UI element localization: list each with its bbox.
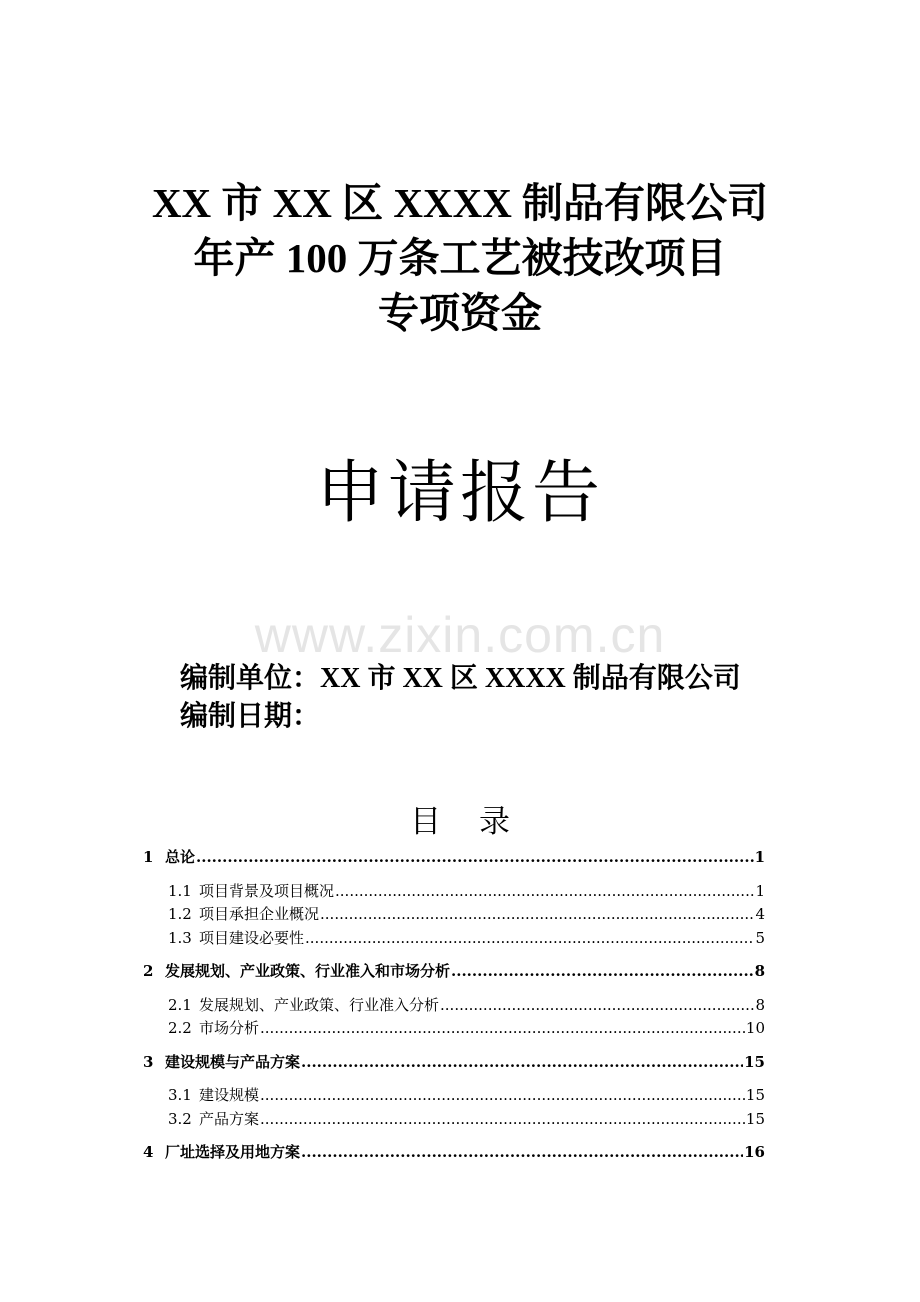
toc-entry-number: 1.3 <box>168 928 192 947</box>
toc-leader-dots <box>260 1017 745 1041</box>
toc-entry-number: 3.1 <box>168 1086 192 1104</box>
toc-entry-title: 项目背景及项目概况 <box>199 881 335 900</box>
toc-entry-number: 2.1 <box>168 995 192 1014</box>
toc-heading-char-1: 目 <box>410 804 441 840</box>
toc-entry[interactable] <box>143 960 765 984</box>
toc-entry-title: 总论 <box>165 848 196 866</box>
toc-entry-title: 项目建设必要性 <box>199 928 305 947</box>
toc-leader-dots <box>335 880 754 904</box>
toc-entry-number: 1 <box>143 848 154 866</box>
toc-entry[interactable] <box>143 846 765 870</box>
title-line-2: 年产 100 万条工艺被技改项目 <box>193 235 727 281</box>
toc-entry-number: 2.2 <box>168 1019 192 1037</box>
toc-leader-dots <box>260 1108 745 1132</box>
toc-entry-title: 发展规划、产业政策、行业准入和市场分析 <box>165 962 451 980</box>
toc-leader-dots <box>196 846 754 870</box>
toc-entry-number: 3.2 <box>168 1109 192 1128</box>
toc-leader-dots <box>305 927 754 951</box>
toc-entry-page: 1 <box>755 881 765 900</box>
toc-entry[interactable] <box>143 1108 765 1132</box>
toc-entry[interactable] <box>143 1141 765 1165</box>
toc-entry-title: 发展规划、产业政策、行业准入分析 <box>199 995 440 1014</box>
toc-entry-page: 15 <box>744 1052 765 1071</box>
toc-entry-title: 项目承担企业概况 <box>199 905 320 923</box>
toc-entry-title: 建设规模与产品方案 <box>165 1052 301 1071</box>
toc-entry-page: 1 <box>754 848 765 866</box>
toc-heading <box>0 796 920 841</box>
toc-entry[interactable] <box>143 1051 765 1075</box>
toc-leader-dots <box>301 1141 743 1165</box>
watermark: www.zixin.com.cn <box>254 607 666 663</box>
toc-entry-page: 4 <box>755 905 765 923</box>
toc-entry-page: 5 <box>755 928 765 947</box>
toc-entry-title: 厂址选择及用地方案 <box>165 1143 301 1161</box>
toc-leader-dots <box>440 994 754 1018</box>
toc-entry[interactable] <box>143 880 765 904</box>
toc-entry-number: 4 <box>143 1143 154 1161</box>
toc-entry[interactable] <box>143 994 765 1018</box>
toc-entry-number: 1.2 <box>168 905 192 923</box>
toc-entry-page: 16 <box>744 1143 765 1161</box>
toc-leader-dots <box>320 903 754 927</box>
toc-entry-number: 3 <box>143 1052 154 1071</box>
document-title <box>0 176 920 341</box>
toc-entry-number: 1.1 <box>168 881 192 900</box>
toc-entry[interactable] <box>143 1017 765 1041</box>
toc-entry-page: 15 <box>745 1109 765 1128</box>
toc-entry-number: 2 <box>143 962 154 980</box>
toc-entry-page: 8 <box>754 962 765 980</box>
toc-entry-title: 市场分析 <box>199 1019 260 1037</box>
title-line-1: XX 市 XX 区 XXXX 制品有限公司 <box>151 180 769 226</box>
title-line-3: 专项资金 <box>378 290 542 336</box>
toc-entry-page: 8 <box>755 995 765 1014</box>
compiler-date: 编制日期： <box>180 701 321 732</box>
toc-heading-char-2: 录 <box>479 804 510 840</box>
toc-leader-dots <box>451 960 754 984</box>
toc-entry[interactable] <box>143 1084 765 1108</box>
toc-leader-dots <box>260 1084 745 1108</box>
toc-entry-title: 产品方案 <box>199 1109 260 1128</box>
toc-entry[interactable] <box>143 927 765 951</box>
toc-entry-page: 10 <box>745 1019 765 1037</box>
compiler-unit: 编制单位：XX 市 XX 区 XXXX 制品有限公司 <box>180 663 741 694</box>
toc-leader-dots <box>301 1051 743 1075</box>
toc-entry-page: 15 <box>745 1086 765 1104</box>
report-title: 申请报告 <box>315 454 604 533</box>
table-of-contents <box>143 846 765 1165</box>
toc-entry-title: 建设规模 <box>199 1086 260 1104</box>
toc-entry[interactable] <box>143 903 765 927</box>
compiler-info <box>180 660 741 736</box>
